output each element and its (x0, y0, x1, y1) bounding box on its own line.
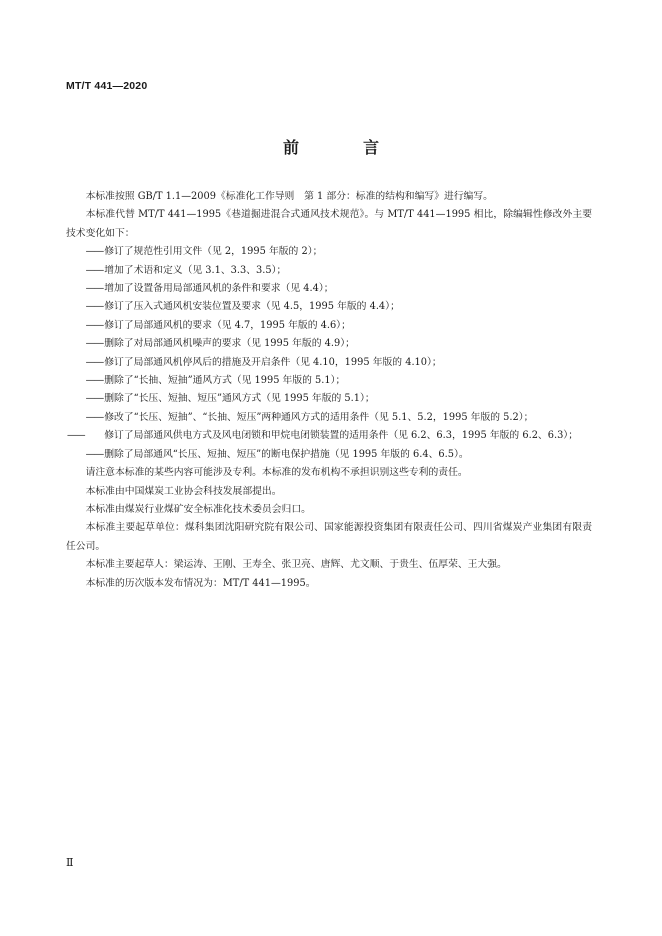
list-dash: —— (67, 430, 85, 442)
standard-code: MT/T 441—2020 (66, 80, 148, 92)
paragraph: 请注意本标准的某些内容可能涉及专利。本标准的发布机构不承担识别这些专利的责任。 (85, 467, 468, 479)
paragraph: 本标准主要起草单位：煤科集团沈阳研究院有限公司、国家能源投资集团有限责任公司、四川省煤炭产业集团有限责任公司。 (66, 522, 592, 552)
list-item (66, 280, 592, 298)
list-dash: —— (85, 393, 104, 405)
list-item (66, 372, 592, 390)
list-dash: —— (85, 356, 104, 368)
list-dash: —— (85, 375, 104, 387)
list-item (66, 262, 592, 280)
list-dash: —— (85, 411, 104, 423)
list-item-text: 增加了术语和定义（见 3.1、3.3、3.5）； (104, 264, 287, 276)
paragraph: 本标准代替 MT/T 441—1995《巷道掘进混合式通风技术规范》。与 MT/T 441—1995 相比，除编辑性修改外主要技术变化如下： (66, 209, 592, 239)
document-body (66, 188, 592, 593)
list-item (66, 446, 592, 464)
page-title: 前 言 (282, 138, 403, 157)
list-item (66, 409, 592, 427)
list-dash: —— (85, 246, 104, 258)
list-dash: —— (85, 338, 104, 350)
list-item-text: 删除了对局部通风机噪声的要求（见 1995 年版的 4.9）； (104, 338, 355, 350)
list-dash: —— (85, 301, 104, 313)
list-item-text: 修订了局部通风供电方式及风电闭锁和甲烷电闭锁装置的适用条件（见 6.2、6.3，1995 年版的 6.2、6.3）； (104, 430, 578, 442)
paragraph: 本标准由中国煤炭工业协会科技发展部提出。 (85, 485, 282, 497)
list-item-text: 增加了设置备用局部通风机的条件和要求（见 4.4）； (104, 283, 334, 295)
list-item-text: 删除了“长抽、短抽”通风方式（见 1995 年版的 5.1）； (104, 375, 346, 387)
list-item-text: 修订了规范性引用文件（见 2，1995 年版的 2）； (104, 246, 323, 258)
change-list (66, 243, 592, 464)
page-number: Ⅱ (66, 857, 74, 869)
list-item (66, 317, 592, 335)
list-item-text: 删除了“长压、短抽、短压”通风方式（见 1995 年版的 5.1）； (104, 393, 375, 405)
list-item-text: 修改了“长压、短抽”、“长抽、短压”两种通风方式的适用条件（见 5.1、5.2，1995 年版的 5.2）； (104, 411, 534, 423)
list-item (66, 354, 592, 372)
paragraph: 本标准的历次版本发布情况为：MT/T 441—1995。 (85, 577, 316, 589)
paragraph: 本标准由煤炭行业煤矿安全标准化技术委员会归口。 (85, 503, 311, 515)
list-item-text: 删除了局部通风“长压、短抽、短压”的断电保护措施（见 1995 年版的 6.4、6.5）。 (104, 448, 469, 460)
list-dash: —— (85, 283, 104, 295)
list-item (66, 390, 592, 408)
list-item (66, 427, 592, 445)
list-dash: —— (85, 448, 104, 460)
list-dash: —— (85, 319, 104, 331)
paragraph: 本标准按照 GB/T 1.1—2009《标准化工作导则 第 1 部分：标准的结构和编写》进行编写。 (85, 191, 493, 202)
list-dash: —— (85, 264, 104, 276)
list-item-text: 修订了压入式通风机安装位置及要求（见 4.5，1995 年版的 4.4）； (104, 301, 400, 313)
list-item (66, 243, 592, 261)
list-item (66, 335, 592, 353)
paragraph: 本标准主要起草人：梁运涛、王刚、王寿全、张卫亮、唐辉、尤文顺、于贵生、伍厚荣、王大强。 (85, 559, 507, 571)
list-item-text: 修订了局部通风机的要求（见 4.7，1995 年版的 4.6）； (104, 319, 351, 331)
list-item-text: 修订了局部通风机停风后的措施及开启条件（见 4.10，1995 年版的 4.10）； (104, 356, 442, 368)
list-item (66, 298, 592, 316)
